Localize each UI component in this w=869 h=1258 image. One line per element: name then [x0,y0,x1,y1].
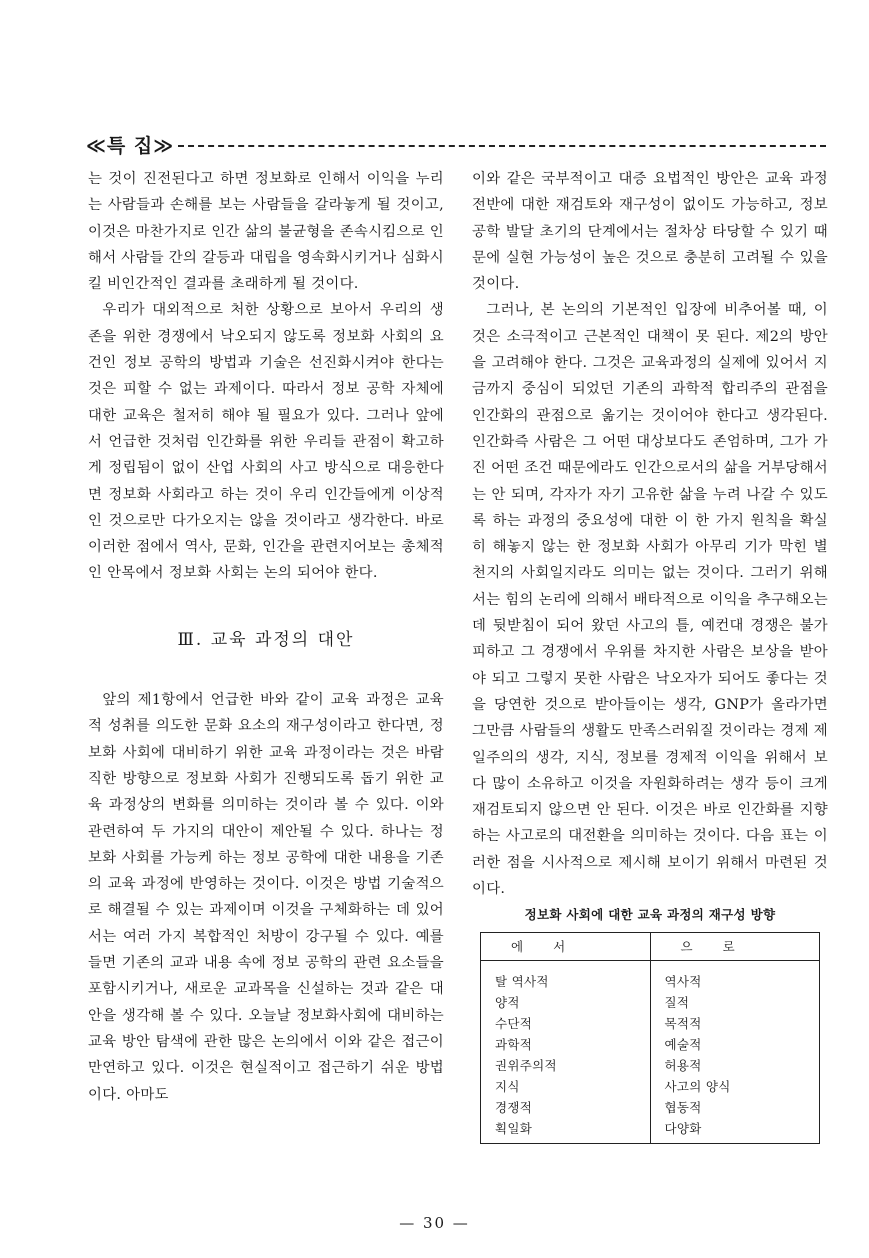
table-cell-to: 협동적 [650,1097,820,1118]
table-cell-to: 예술적 [650,1034,820,1055]
right-paragraph-1: 이와 같은 국부적이고 대증 요법적인 방안은 교육 과정 전반에 대한 재검토와 재구성이 없이도 가능하고, 정보 공학 발달 초기의 단계에서는 절차상 타당할 수 있기 때문에 실현 가능성이 높은 것으로 충분히 고려될 수 있을 것이다. [472,171,828,293]
table-row [481,961,820,993]
table-cell-to: 역사적 [650,961,820,993]
table-cell-to: 목적적 [650,1013,820,1034]
table-row [481,1034,820,1055]
table-header-to: 으로 [650,933,820,961]
table-cell-from: 획일화 [481,1118,651,1144]
table-cell-to: 다양화 [650,1118,820,1144]
table-cell-to: 질적 [650,992,820,1013]
table-row [481,1055,820,1076]
right-paragraph-2: 그러나, 본 논의의 기본적인 입장에 비추어볼 때, 이것은 소극적이고 근본적인 대책이 못 된다. 제2의 방안을 고려해야 한다. 그것은 교육과정의 실제에 있어서 지금까지 중심이 되었던 기존의 과학적 합리주의 관점을 인간화의 관점으로 옮기는 것이어야 한다고 생각된다. 인간화즉 사람은 그 어떤 대상보다도 존엄하며, 그가 가진 어떤 조건 때문에라도 인간으로서의 삶을 거부당해서는 안 되며, 각자가 자기 고유한 삶을 누려 나갈 수 있도록 하는 과정의 중요성에 대한 이 한 가지 원칙을 확실히 해놓지 않는 한 정보화 사회가 아무리 기가 막힌 별천지의 사회일지라도 의미는 없는 것이다. 그러기 위해서는 힘의 논리에 의해서 배타적으로 이익을 추구해오는 데 뒷받침이 되어 왔던 사고의 틀, 예컨대 경쟁은 불가피하고 그 경쟁에서 우위를 차지한 사람은 보상을 받아야 되고 그렇지 못한 사람은 낙오자가 되어도 좋다는 것을 당연한 것으로 받아들이는 생각, GNP가 올라가면 그만큼 사람들의 생활도 만족스러워질 것이라는 경제 제일주의의 생각, 지식, 정보를 경제적 이익을 위해서 보다 많이 소유하고 이것을 자원화하려는 생각 등이 크게 재검토되지 않으면 안 된다. 이것은 바로 인간화를 지향하는 사고로의 대전환을 의미하는 것이다. 다음 표는 이러한 점을 시사적으로 제시해 보이기 위해서 마련된 것이다. [472,302,828,898]
table-header-from: 에서 [481,933,651,961]
table-cell-from: 과학적 [481,1034,651,1055]
table-row [481,1076,820,1097]
table-cell-from: 양적 [481,992,651,1013]
table-cell-from: 지식 [481,1076,651,1097]
table-cell-to: 사고의 양식 [650,1076,820,1097]
table-row [481,1118,820,1144]
table-cell-from: 탈 역사적 [481,961,651,993]
section-label: ≪특 집≫ [86,134,175,157]
left-column [88,166,444,1108]
table-title: 정보화 사회에 대한 교육 과정의 재구성 방향 [524,907,776,923]
table-row [481,1013,820,1034]
section-heading: Ⅲ. 교육 과정의 대안 [177,629,355,650]
left-paragraph-3: 앞의 제1항에서 언급한 바와 같이 교육 과정은 교육적 성취를 의도한 문화 요소의 재구성이라고 한다면, 정보화 사회에 대비하기 위한 교육 과정이라는 것은 바람직한 방향으로 정보화 사회가 진행되도록 돕기 위한 교육 과정상의 변화를 의미하는 것이라 볼 수 있다. 이와 관련하여 두 가지의 대안이 제안될 수 있다. 하나는 정보화 사회를 가능케 하는 정보 공학에 대한 내용을 기존의 교육 과정에 반영하는 것이다. 이것은 방법 기술적으로 해결될 수 있는 과제이며 이것을 구체화하는 데 있어서는 여러 가지 복합적인 처방이 강구될 수 있다. 예를 들면 기존의 교과 내용 속에 정보 공학의 관련 요소들을 포함시키거나, 새로운 교과목을 신설하는 것과 같은 대안을 생각해 볼 수 있다. 오늘날 정보화사회에 대비하는 교육 방안 탐색에 관한 많은 논의에서 이와 같은 접근이 만연하고 있다. 이것은 현실적이고 접근하기 쉬운 방법이다. 아마도 [88,692,444,1103]
left-paragraph-1: 는 것이 진전된다고 하면 정보화로 인해서 이익을 누리는 사람들과 손해를 보는 사람들을 갈라놓게 될 것이고, 이것은 마찬가지로 인간 삶의 불균형을 존속시킴으로 인해서 사람들 간의 갈등과 대립을 영속화시키거나 심화시킬 비인간적인 결과를 초래하게 될 것이다. [88,171,444,293]
table-cell-from: 경쟁적 [481,1097,651,1118]
table-header-row [481,933,820,961]
table-row [481,992,820,1013]
left-paragraph-2: 우리가 대외적으로 처한 상황으로 보아서 우리의 생존을 위한 경쟁에서 낙오되지 않도록 정보화 사회의 요건인 정보 공학의 방법과 기술은 선진화시켜야 한다는 것은 피할 수 없는 과제이다. 따라서 정보 공학 자체에 대한 교육은 철저히 해야 될 필요가 있다. 그러나 앞에서 언급한 것처럼 인간화를 위한 우리들 관점이 확고하게 정립됨이 없이 산업 사회의 사고 방식으로 대응한다면 정보화 사회라고 하는 것이 우리 인간들에게 이상적인 것으로만 다가오지는 않을 것이라고 생각한다. 바로 이러한 점에서 역사, 문화, 인간을 관련지어보는 총체적인 안목에서 정보화 사회는 논의 되어야 한다. [88,302,444,582]
page-header [86,132,826,156]
table-cell-from: 권위주의적 [481,1055,651,1076]
right-column [472,166,828,1144]
page-number: — 30 — [399,1214,470,1232]
table-row [481,1097,820,1118]
comparison-table [480,932,820,1144]
header-dashed-rule [178,145,826,147]
table-cell-to: 허용적 [650,1055,820,1076]
table-cell-from: 수단적 [481,1013,651,1034]
